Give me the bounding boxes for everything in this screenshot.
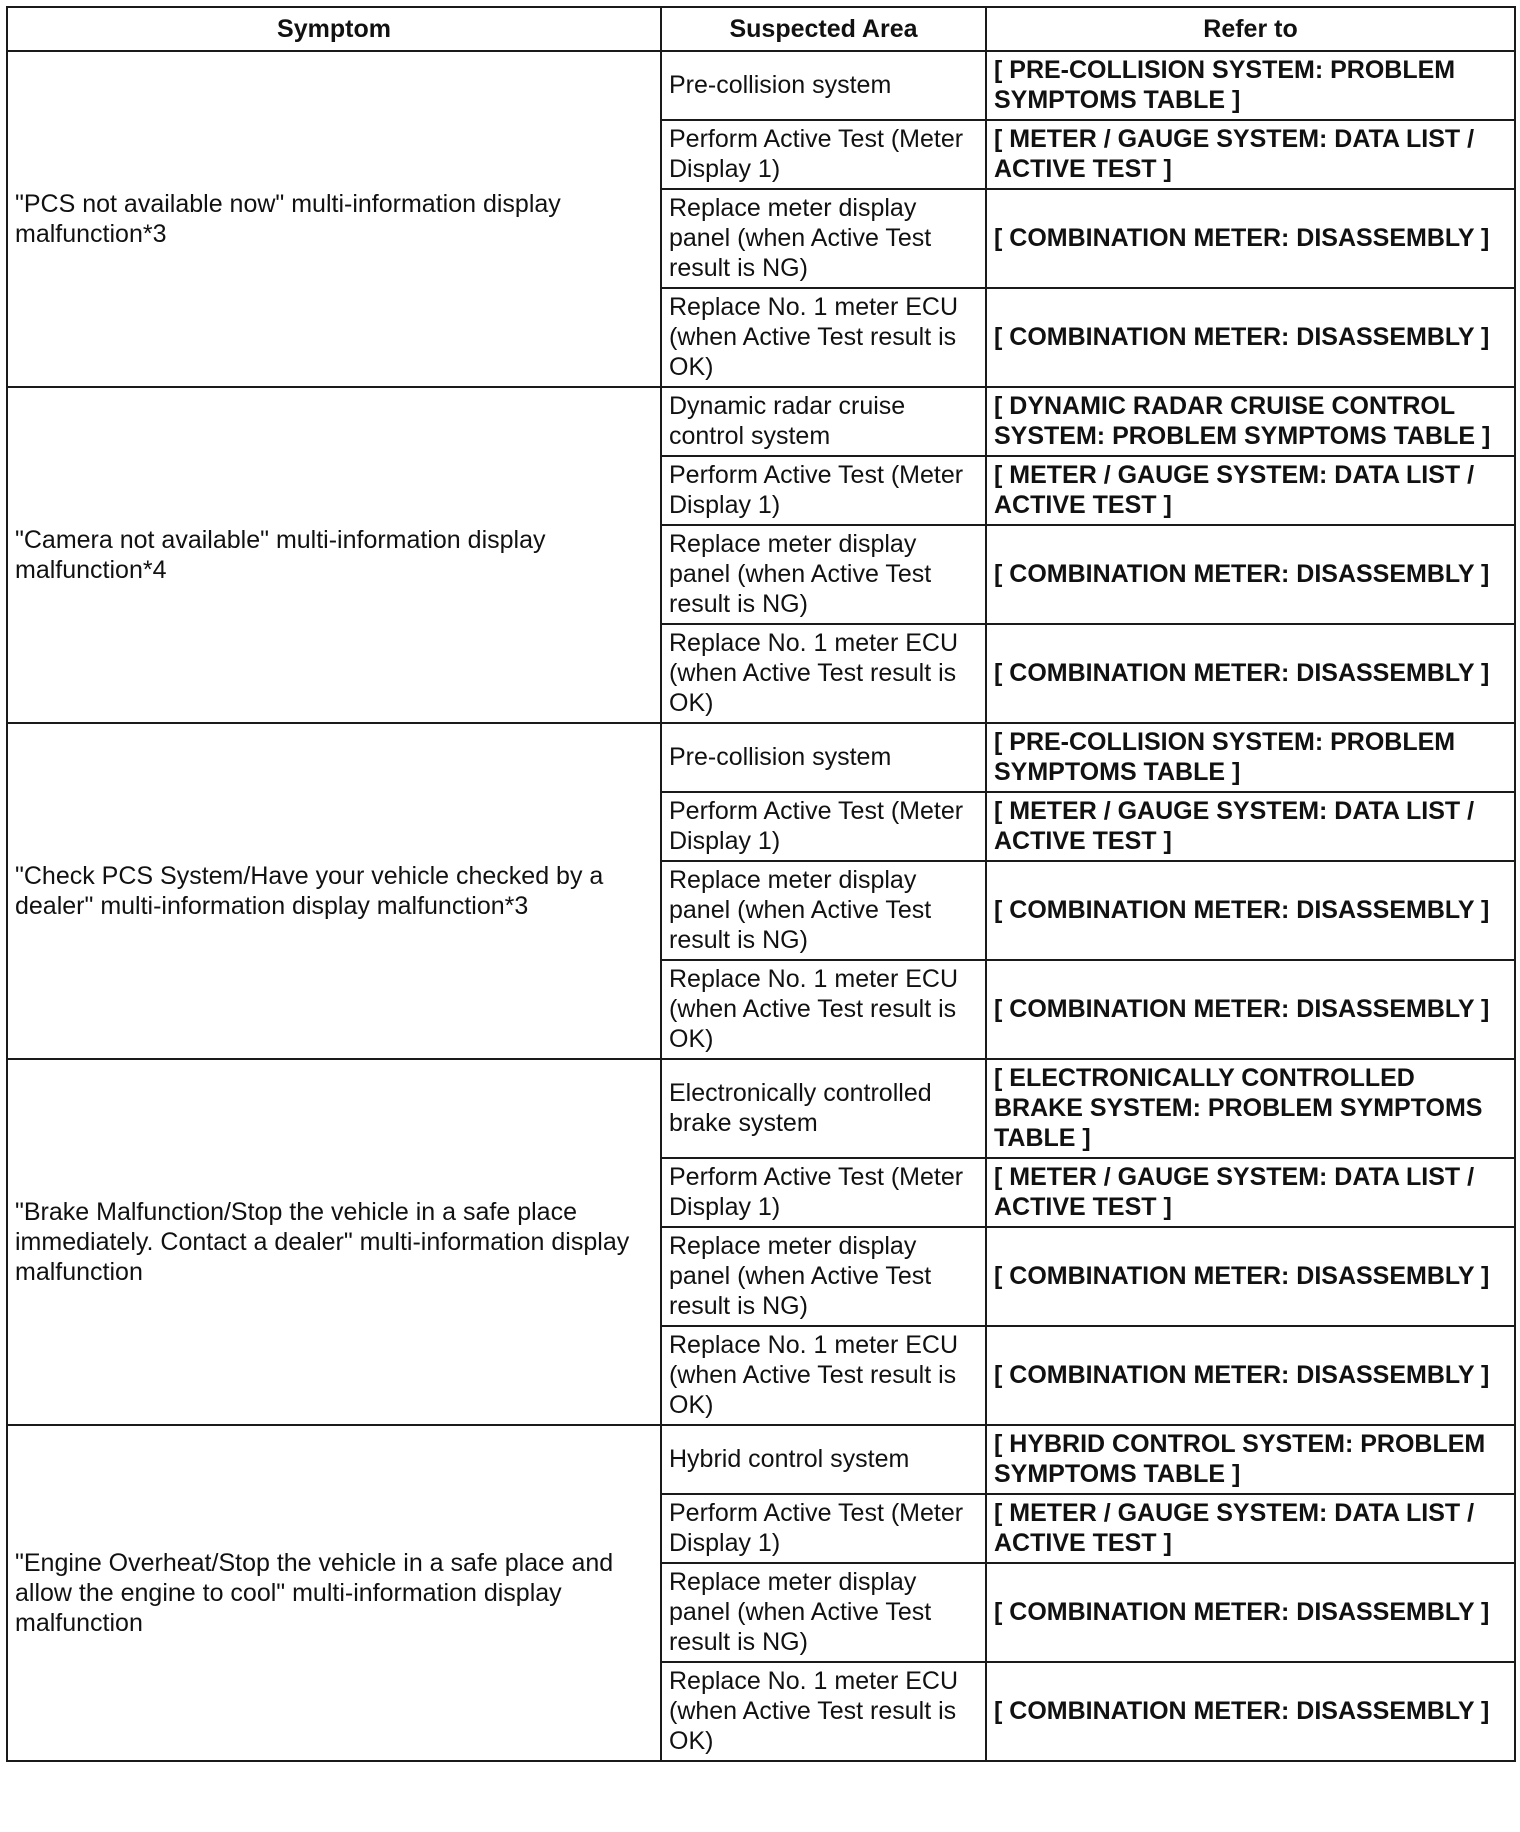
table-row bbox=[7, 387, 1515, 456]
refer-to-link[interactable]: [ METER / GAUGE SYSTEM: DATA LIST / ACTIVE TEST ] bbox=[986, 120, 1515, 189]
table-row bbox=[7, 51, 1515, 120]
refer-to-link[interactable]: [ COMBINATION METER: DISASSEMBLY ] bbox=[986, 1326, 1515, 1425]
symptom-cell: "Camera not available" multi-information display malfunction*4 bbox=[7, 387, 661, 723]
suspected-area-cell: Electronically controlled brake system bbox=[661, 1059, 986, 1158]
refer-to-link[interactable]: [ COMBINATION METER: DISASSEMBLY ] bbox=[986, 1227, 1515, 1326]
suspected-area-cell: Replace No. 1 meter ECU (when Active Test result is OK) bbox=[661, 288, 986, 387]
refer-to-link[interactable]: [ COMBINATION METER: DISASSEMBLY ] bbox=[986, 624, 1515, 723]
symptom-cell: "Engine Overheat/Stop the vehicle in a safe place and allow the engine to cool" multi-information display malfunction bbox=[7, 1425, 661, 1761]
symptom-cell: "PCS not available now" multi-information display malfunction*3 bbox=[7, 51, 661, 387]
refer-to-link[interactable]: [ HYBRID CONTROL SYSTEM: PROBLEM SYMPTOMS TABLE ] bbox=[986, 1425, 1515, 1494]
header-suspected-area: Suspected Area bbox=[661, 7, 986, 51]
suspected-area-cell: Perform Active Test (Meter Display 1) bbox=[661, 456, 986, 525]
suspected-area-cell: Replace No. 1 meter ECU (when Active Test result is OK) bbox=[661, 624, 986, 723]
suspected-area-cell: Replace meter display panel (when Active Test result is NG) bbox=[661, 525, 986, 624]
refer-to-link[interactable]: [ COMBINATION METER: DISASSEMBLY ] bbox=[986, 1563, 1515, 1662]
suspected-area-cell: Replace meter display panel (when Active Test result is NG) bbox=[661, 189, 986, 288]
suspected-area-cell: Replace meter display panel (when Active Test result is NG) bbox=[661, 1227, 986, 1326]
refer-to-link[interactable]: [ COMBINATION METER: DISASSEMBLY ] bbox=[986, 1662, 1515, 1761]
table-row bbox=[7, 723, 1515, 792]
refer-to-link[interactable]: [ METER / GAUGE SYSTEM: DATA LIST / ACTIVE TEST ] bbox=[986, 1158, 1515, 1227]
refer-to-link[interactable]: [ COMBINATION METER: DISASSEMBLY ] bbox=[986, 861, 1515, 960]
suspected-area-cell: Replace No. 1 meter ECU (when Active Test result is OK) bbox=[661, 1662, 986, 1761]
suspected-area-cell: Pre-collision system bbox=[661, 723, 986, 792]
refer-to-link[interactable]: [ DYNAMIC RADAR CRUISE CONTROL SYSTEM: PROBLEM SYMPTOMS TABLE ] bbox=[986, 387, 1515, 456]
problem-symptoms-table bbox=[6, 6, 1516, 1762]
symptom-cell: "Brake Malfunction/Stop the vehicle in a safe place immediately. Contact a dealer" multi-information display malfunction bbox=[7, 1059, 661, 1425]
symptom-cell: "Check PCS System/Have your vehicle checked by a dealer" multi-information display malfunction*3 bbox=[7, 723, 661, 1059]
suspected-area-cell: Perform Active Test (Meter Display 1) bbox=[661, 792, 986, 861]
suspected-area-cell: Perform Active Test (Meter Display 1) bbox=[661, 1158, 986, 1227]
suspected-area-cell: Replace meter display panel (when Active Test result is NG) bbox=[661, 861, 986, 960]
header-refer-to: Refer to bbox=[986, 7, 1515, 51]
refer-to-link[interactable]: [ COMBINATION METER: DISASSEMBLY ] bbox=[986, 960, 1515, 1059]
problem-symptoms-table-container bbox=[6, 6, 1514, 1762]
table-row bbox=[7, 1425, 1515, 1494]
suspected-area-cell: Dynamic radar cruise control system bbox=[661, 387, 986, 456]
refer-to-link[interactable]: [ METER / GAUGE SYSTEM: DATA LIST / ACTIVE TEST ] bbox=[986, 456, 1515, 525]
suspected-area-cell: Replace meter display panel (when Active Test result is NG) bbox=[661, 1563, 986, 1662]
refer-to-link[interactable]: [ COMBINATION METER: DISASSEMBLY ] bbox=[986, 525, 1515, 624]
refer-to-link[interactable]: [ METER / GAUGE SYSTEM: DATA LIST / ACTIVE TEST ] bbox=[986, 1494, 1515, 1563]
header-symptom: Symptom bbox=[7, 7, 661, 51]
refer-to-link[interactable]: [ COMBINATION METER: DISASSEMBLY ] bbox=[986, 288, 1515, 387]
table-body bbox=[7, 51, 1515, 1761]
suspected-area-cell: Replace No. 1 meter ECU (when Active Test result is OK) bbox=[661, 1326, 986, 1425]
suspected-area-cell: Perform Active Test (Meter Display 1) bbox=[661, 120, 986, 189]
suspected-area-cell: Perform Active Test (Meter Display 1) bbox=[661, 1494, 986, 1563]
suspected-area-cell: Pre-collision system bbox=[661, 51, 986, 120]
refer-to-link[interactable]: [ PRE-COLLISION SYSTEM: PROBLEM SYMPTOMS TABLE ] bbox=[986, 51, 1515, 120]
suspected-area-cell: Hybrid control system bbox=[661, 1425, 986, 1494]
suspected-area-cell: Replace No. 1 meter ECU (when Active Test result is OK) bbox=[661, 960, 986, 1059]
refer-to-link[interactable]: [ PRE-COLLISION SYSTEM: PROBLEM SYMPTOMS TABLE ] bbox=[986, 723, 1515, 792]
table-row bbox=[7, 1059, 1515, 1158]
refer-to-link[interactable]: [ METER / GAUGE SYSTEM: DATA LIST / ACTIVE TEST ] bbox=[986, 792, 1515, 861]
refer-to-link[interactable]: [ COMBINATION METER: DISASSEMBLY ] bbox=[986, 189, 1515, 288]
table-header-row bbox=[7, 7, 1515, 51]
refer-to-link[interactable]: [ ELECTRONICALLY CONTROLLED BRAKE SYSTEM: PROBLEM SYMPTOMS TABLE ] bbox=[986, 1059, 1515, 1158]
